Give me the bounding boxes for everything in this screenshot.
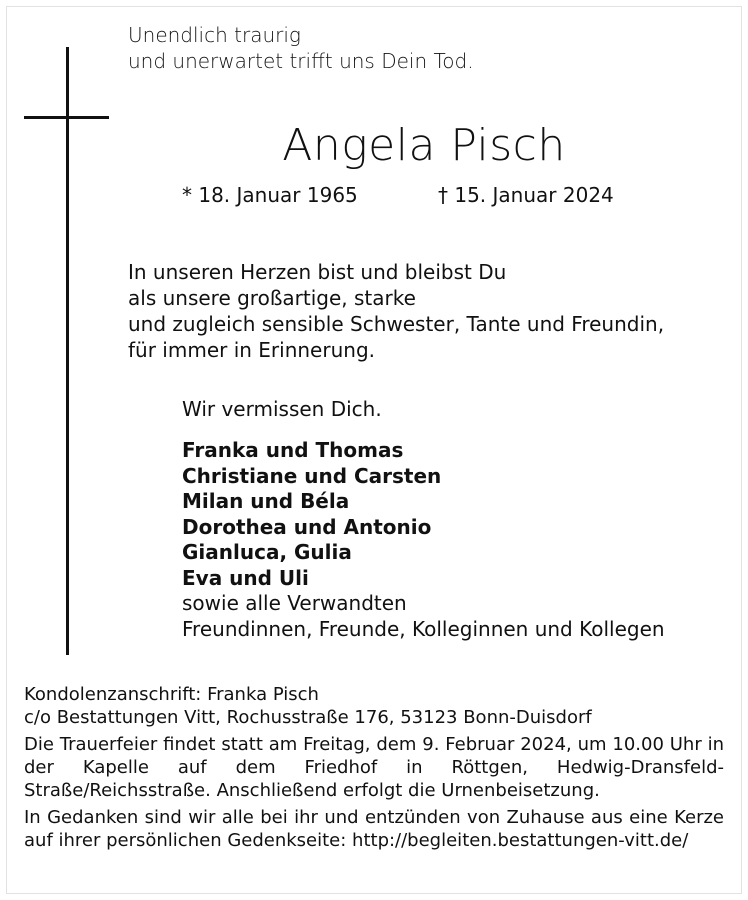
deceased-name: Angela Pisch [282, 120, 566, 171]
verse-line: für immer in Erinnerung. [128, 338, 375, 362]
miss-you-line: Wir vermissen Dich. [182, 397, 382, 421]
mourner-name: Gianluca, Gulia [182, 540, 352, 564]
condolence-address: Kondolenzanschrift: Franka Pisch [24, 684, 319, 705]
mourner-line: Freundinnen, Freunde, Kolleginnen und Kollegen [182, 616, 665, 641]
mourner-name: Dorothea und Antonio [182, 514, 432, 539]
death-date: † 15. Januar 2024 [438, 183, 614, 207]
footer-info [24, 683, 724, 852]
verse-line: In unseren Herzen bist und bleibst Du [128, 260, 507, 284]
memorial-page-info: In Gedanken sind wir alle bei ihr und entzünden von Zuhause aus eine Kerze auf ihrer persönlichen Gedenkseite: http://begleiten.bestattungen-vitt.de/ [24, 807, 724, 851]
verse-line: und zugleich sensible Schwester, Tante und Freundin, [128, 312, 665, 336]
mourners-list [182, 438, 665, 642]
intro-text [128, 22, 474, 74]
mourner-name: Milan und Béla [182, 489, 350, 513]
mourner-name: Eva und Uli [182, 565, 309, 590]
mourner-name: Franka und Thomas [182, 438, 404, 462]
memorial-verse [128, 259, 664, 363]
ceremony-info: Die Trauerfeier findet statt am Freitag, dem 9. Februar 2024, um 10.00 Uhr in der Kapelle auf dem Friedhof in Röttgen, Hedwig-Dransfeld-Straße/Reichsstraße. Anschließend erfolgt die Urnenbeisetzung. [24, 734, 724, 801]
mourner-line: sowie alle Verwandten [182, 591, 407, 615]
intro-line: Unendlich traurig [128, 23, 301, 47]
intro-line: und unerwartet trifft uns Dein Tod. [128, 49, 474, 73]
birth-date: * 18. Januar 1965 [182, 183, 358, 207]
condolence-address-detail: c/o Bestattungen Vitt, Rochusstraße 176, 53123 Bonn-Duisdorf [24, 707, 592, 728]
mourner-name: Christiane und Carsten [182, 463, 442, 488]
verse-line: als unsere großartige, starke [128, 286, 416, 310]
